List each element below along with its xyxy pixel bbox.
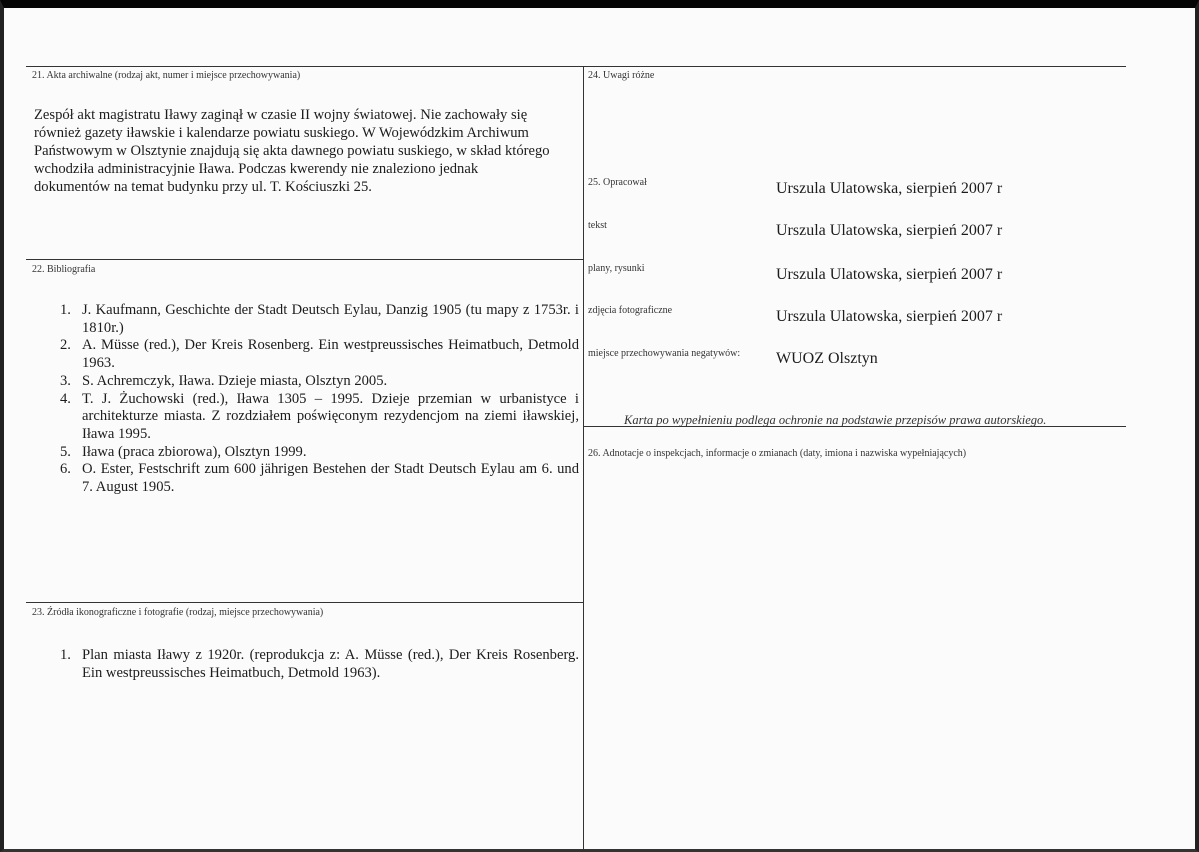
- center-divider: [583, 66, 584, 851]
- list-item: 3. S. Achremczyk, Iława. Dzieje miasta, Olsztyn 2005.: [60, 372, 388, 389]
- list-item: 5. Iława (praca zbiorowa), Olsztyn 1999.: [60, 443, 307, 460]
- photos-author-value: Urszula Ulatowska, sierpień 2007 r: [776, 308, 1003, 325]
- drawings-author-label: plany, rysunki: [588, 263, 645, 274]
- photos-author-label: zdjęcia fotograficzne: [588, 305, 673, 316]
- copyright-note: Karta po wypełnieniu podlega ochronie na podstawie przepisów prawa autorskiego.: [624, 413, 1047, 427]
- list-item: 1. Plan miasta Iławy z 1920r. (reprodukcja z: A. Müsse (red.), Der Kreis Rosenberg. Ein westpreussisches Heimatbuch, Detmold 1963).: [60, 647, 579, 681]
- list-item: 2. A. Müsse (red.), Der Kreis Rosenberg. Ein westpreussisches Heimatbuch, Detmold 1963.: [60, 337, 579, 372]
- rule-section-23: [26, 602, 583, 603]
- section-26-label: 26. Adnotacje o inspekcjach, informacje o zmianach (daty, imiona i nazwiska wypełniających): [588, 448, 967, 459]
- list-item: 4. T. J. Żuchowski (red.), Iława 1305 – 1995. Dzieje przemian w urbanistyce i architekturze miasta. Z rozdziałem poświęconym rezydencjom na ziemi iławskiej, Iława 1995.: [60, 390, 579, 442]
- top-rule: [26, 66, 1126, 67]
- prepared-by-value: Urszula Ulatowska, sierpień 2007 r: [776, 180, 1003, 197]
- text-author-value: Urszula Ulatowska, sierpień 2007 r: [776, 222, 1003, 239]
- prepared-by-label: 25. Opracował: [588, 177, 647, 188]
- section-23-label: 23. Źródła ikonograficzne i fotografie (rodzaj, miejsce przechowywania): [32, 607, 324, 618]
- iconography-list: [60, 647, 579, 682]
- negatives-location-label: miejsce przechowywania negatywów:: [588, 348, 741, 359]
- section-21-text: Zespół akt magistratu Iławy zaginął w czasie II wojny światowej. Nie zachowały się również gazety iławskie i kalendarze powiatu suskiego. W Wojewódzkim Archiwum Państwowym w Olsztynie znajdują się akta dawnego powiatu suskiego, w skład którego wchodziła administracyjnie Iława. Podczas kwerendy nie znaleziono jednak dokumentów na temat budynku przy ul. T. Kościuszki 25.: [34, 107, 550, 195]
- section-24-label: 24. Uwagi różne: [588, 70, 655, 81]
- section-22-label: 22. Bibliografia: [32, 264, 96, 275]
- section-21-label: 21. Akta archiwalne (rodzaj akt, numer i miejsce przechowywania): [32, 70, 301, 81]
- list-item: 6. O. Ester, Festschrift zum 600 jährigen Bestehen der Stadt Deutsch Eylau am 6. und 7. August 1905.: [60, 461, 579, 496]
- bibliography-list: [60, 302, 579, 497]
- text-author-label: tekst: [588, 220, 607, 231]
- rule-section-22: [26, 259, 583, 260]
- list-item: 1. J. Kaufmann, Geschichte der Stadt Deutsch Eylau, Danzig 1905 (tu mapy z 1753r. i 1810r.): [60, 302, 579, 336]
- drawings-author-value: Urszula Ulatowska, sierpień 2007 r: [776, 266, 1003, 283]
- negatives-location-value: WUOZ Olsztyn: [776, 350, 878, 367]
